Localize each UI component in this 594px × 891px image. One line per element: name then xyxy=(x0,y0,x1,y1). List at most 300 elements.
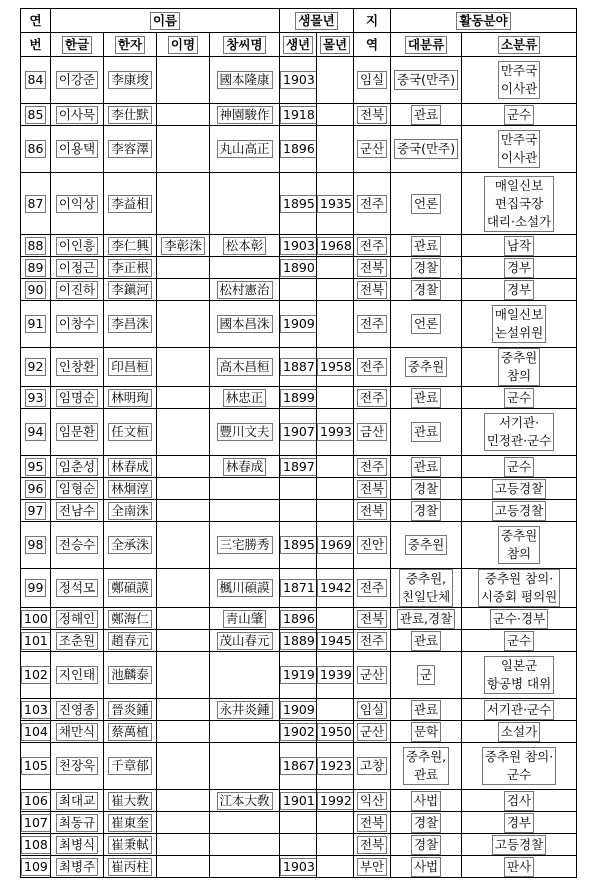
cell-region xyxy=(354,409,391,456)
cell-region-text: 군산 xyxy=(357,140,387,158)
cell-death-text: 1942 xyxy=(317,579,354,597)
cell-minor-box xyxy=(504,813,534,833)
cell-changssi xyxy=(210,173,280,235)
cell-hanja xyxy=(104,856,157,878)
cell-changssi xyxy=(210,743,280,790)
cell-minor-line: 민정관·군수 xyxy=(486,433,552,448)
table-row xyxy=(21,301,577,348)
cell-no-text: 102 xyxy=(21,666,51,684)
cell-changssi xyxy=(210,630,280,652)
cell-death xyxy=(317,652,354,699)
cell-hanja xyxy=(104,235,157,257)
cell-region-text: 부안 xyxy=(357,858,387,876)
cell-region-text: 익산 xyxy=(357,792,387,810)
cell-birth xyxy=(280,569,317,608)
cell-no-text: 91 xyxy=(25,315,47,333)
cell-no-text: 107 xyxy=(21,814,51,832)
cell-no xyxy=(21,387,51,409)
cell-hanja-text: 林明珣 xyxy=(108,389,152,407)
cell-death xyxy=(317,812,354,834)
cell-major-box xyxy=(411,791,441,811)
cell-hangul xyxy=(51,173,104,235)
cell-major-box xyxy=(411,314,441,334)
cell-minor-line: 검사 xyxy=(506,792,532,808)
cell-major xyxy=(391,856,462,878)
cell-no-text: 109 xyxy=(21,858,51,876)
cell-minor-line: 고등경찰 xyxy=(494,836,544,852)
cell-hanja-text: 全承洙 xyxy=(108,536,152,554)
cell-death xyxy=(317,522,354,569)
cell-minor-line: 만주국 xyxy=(500,63,538,78)
cell-hangul-text: 이정근 xyxy=(56,259,98,277)
cell-hanja xyxy=(104,608,157,630)
cell-minor xyxy=(462,652,577,699)
cell-no xyxy=(21,812,51,834)
cell-region xyxy=(354,257,391,279)
cell-no xyxy=(21,630,51,652)
cell-no xyxy=(21,652,51,699)
col-header-major-label: 대분류 xyxy=(405,36,447,54)
cell-changssi-text: 茂山春元 xyxy=(217,632,273,650)
cell-birth xyxy=(280,790,317,812)
cell-birth-text: 1901 xyxy=(280,792,317,810)
cell-minor-line: 일본군 xyxy=(500,658,538,673)
cell-major-line: 관료,경찰 xyxy=(399,610,453,626)
cell-major-line: 언론 xyxy=(413,316,439,331)
cell-major-box xyxy=(411,700,441,720)
col-group-field xyxy=(391,9,577,33)
cell-major xyxy=(391,257,462,279)
cell-birth-text: 1895 xyxy=(280,536,317,554)
cell-birth xyxy=(280,104,317,126)
cell-birth-text: 1887 xyxy=(280,358,317,376)
cell-hangul xyxy=(51,608,104,630)
cell-major-box xyxy=(411,388,441,408)
cell-hangul-text: 이인흥 xyxy=(56,237,98,255)
cell-changssi xyxy=(210,235,280,257)
col-header-region-bottom: 역 xyxy=(354,33,391,57)
cell-major-line: 관료 xyxy=(413,767,439,782)
cell-minor xyxy=(462,743,577,790)
cell-changssi-text: 江本大敎 xyxy=(217,792,273,810)
cell-minor xyxy=(462,57,577,104)
cell-major xyxy=(391,279,462,301)
cell-region-text: 전주 xyxy=(357,579,387,597)
cell-major-line: 중추원, xyxy=(405,571,447,586)
cell-minor-box xyxy=(484,656,554,694)
cell-no xyxy=(21,456,51,478)
cell-no-text: 94 xyxy=(25,423,47,441)
col-header-no-bottom: 번 xyxy=(21,33,51,57)
cell-region-text: 군산 xyxy=(357,723,387,741)
cell-no-text: 84 xyxy=(25,71,47,89)
cell-region xyxy=(354,279,391,301)
cell-no-text: 87 xyxy=(25,195,47,213)
cell-birth-text: 1902 xyxy=(280,723,317,741)
cell-hanja xyxy=(104,409,157,456)
cell-hangul-text: 진영종 xyxy=(56,701,98,719)
cell-hanja xyxy=(104,630,157,652)
cell-minor-box xyxy=(482,747,556,785)
cell-no-text: 95 xyxy=(25,458,47,476)
cell-hangul-text: 조춘원 xyxy=(56,632,98,650)
cell-minor-line: 이사관 xyxy=(500,150,538,165)
cell-no-text: 90 xyxy=(25,281,47,299)
cell-birth xyxy=(280,608,317,630)
cell-minor-line: 참의 xyxy=(506,546,532,561)
cell-major-box xyxy=(411,280,441,300)
cell-hangul-text: 최병식 xyxy=(56,836,98,854)
cell-birth xyxy=(280,409,317,456)
cell-hangul-text: 최병주 xyxy=(56,858,98,876)
cell-minor xyxy=(462,104,577,126)
cell-hangul-text: 전남수 xyxy=(56,502,98,520)
cell-minor-line: 군수 xyxy=(506,389,532,405)
cell-hangul xyxy=(51,301,104,348)
cell-death xyxy=(317,743,354,790)
cell-changssi-text: 豐川文夫 xyxy=(217,423,273,441)
cell-death-text: 1968 xyxy=(317,237,354,255)
cell-alias xyxy=(157,104,210,126)
cell-minor-line: 군수 xyxy=(506,767,532,782)
cell-major xyxy=(391,630,462,652)
cell-alias xyxy=(157,856,210,878)
cell-major xyxy=(391,569,462,608)
cell-hangul-text: 임명순 xyxy=(56,389,98,407)
cell-region xyxy=(354,235,391,257)
cell-hangul-text: 이진하 xyxy=(56,281,98,299)
collaborator-table xyxy=(20,8,577,878)
table-row xyxy=(21,630,577,652)
cell-major xyxy=(391,409,462,456)
cell-hangul xyxy=(51,522,104,569)
cell-death-text: 1935 xyxy=(317,195,354,213)
cell-hangul-text: 이사묵 xyxy=(56,106,98,124)
cell-hanja-text: 蔡萬植 xyxy=(108,723,152,741)
cell-death-text: 1992 xyxy=(317,792,354,810)
table-row xyxy=(21,652,577,699)
cell-no xyxy=(21,257,51,279)
cell-region xyxy=(354,834,391,856)
cell-alias xyxy=(157,569,210,608)
cell-major-box xyxy=(411,857,441,877)
cell-major-box xyxy=(394,139,458,159)
table-row xyxy=(21,387,577,409)
cell-major-box xyxy=(411,479,441,499)
cell-minor-box xyxy=(504,280,534,300)
cell-alias xyxy=(157,721,210,743)
cell-alias xyxy=(157,57,210,104)
cell-minor xyxy=(462,257,577,279)
cell-hangul xyxy=(51,57,104,104)
cell-major-box xyxy=(411,501,441,521)
cell-major-line: 관료 xyxy=(413,632,439,648)
cell-minor xyxy=(462,500,577,522)
cell-major-line: 중추원 xyxy=(407,537,445,552)
cell-minor-line: 중추원 xyxy=(500,528,538,543)
cell-changssi xyxy=(210,856,280,878)
cell-minor-line: 항공병 대위 xyxy=(486,676,552,691)
cell-death xyxy=(317,104,354,126)
cell-no-text: 88 xyxy=(25,237,47,255)
cell-major-line: 친일단체 xyxy=(401,589,451,604)
cell-death xyxy=(317,456,354,478)
cell-no xyxy=(21,235,51,257)
cell-alias-text: 李彰洙 xyxy=(161,237,205,255)
cell-alias xyxy=(157,630,210,652)
cell-region-text: 전주 xyxy=(357,315,387,333)
cell-major xyxy=(391,57,462,104)
cell-birth xyxy=(280,478,317,500)
table-row xyxy=(21,743,577,790)
cell-minor xyxy=(462,721,577,743)
cell-hanja-text: 李康埈 xyxy=(108,71,152,89)
cell-hangul xyxy=(51,387,104,409)
cell-minor-box xyxy=(504,236,534,256)
table-row xyxy=(21,173,577,235)
cell-birth xyxy=(280,126,317,173)
cell-hangul-text: 이용택 xyxy=(56,140,98,158)
cell-hangul xyxy=(51,812,104,834)
cell-major xyxy=(391,721,462,743)
cell-changssi xyxy=(210,301,280,348)
cell-region xyxy=(354,57,391,104)
cell-alias xyxy=(157,456,210,478)
cell-minor-box xyxy=(504,791,534,811)
cell-hangul-text: 인창환 xyxy=(56,358,98,376)
cell-region xyxy=(354,652,391,699)
cell-major-box xyxy=(411,236,441,256)
cell-minor-box xyxy=(504,857,534,877)
cell-minor-line: 이사관 xyxy=(500,81,538,96)
cell-major-line: 중추원 xyxy=(407,359,445,374)
cell-changssi-text: 神園駿作 xyxy=(217,106,273,124)
cell-death xyxy=(317,834,354,856)
cell-major-line: 관료 xyxy=(413,237,439,253)
cell-birth-text: 1903 xyxy=(280,237,317,255)
cell-major-line: 경찰 xyxy=(413,814,439,830)
cell-death-text: 1969 xyxy=(317,536,354,554)
cell-no-text: 98 xyxy=(25,536,47,554)
cell-changssi-text: 林春成 xyxy=(223,458,267,476)
table-row xyxy=(21,856,577,878)
cell-hangul-text: 정해인 xyxy=(56,610,98,628)
cell-death xyxy=(317,790,354,812)
cell-region-text: 전북 xyxy=(357,814,387,832)
cell-minor xyxy=(462,456,577,478)
cell-hanja-text: 林春成 xyxy=(108,458,152,476)
cell-hanja-text: 李鎭河 xyxy=(108,281,152,299)
cell-death-text: 1950 xyxy=(317,723,354,741)
cell-hangul xyxy=(51,856,104,878)
cell-minor xyxy=(462,856,577,878)
cell-birth-text: 1897 xyxy=(280,458,317,476)
cell-hanja xyxy=(104,743,157,790)
cell-hangul xyxy=(51,235,104,257)
cell-changssi xyxy=(210,834,280,856)
cell-region xyxy=(354,500,391,522)
cell-hangul xyxy=(51,743,104,790)
cell-minor xyxy=(462,478,577,500)
cell-region xyxy=(354,608,391,630)
cell-birth xyxy=(280,812,317,834)
cell-region xyxy=(354,387,391,409)
cell-minor xyxy=(462,630,577,652)
cell-major xyxy=(391,301,462,348)
cell-changssi xyxy=(210,409,280,456)
table-body xyxy=(21,57,577,878)
cell-hanja xyxy=(104,500,157,522)
cell-hanja xyxy=(104,279,157,301)
cell-alias xyxy=(157,699,210,721)
cell-hangul xyxy=(51,790,104,812)
cell-region-text: 전북 xyxy=(357,281,387,299)
cell-minor-line: 군수 xyxy=(506,106,532,122)
cell-hangul-text: 정석모 xyxy=(56,579,98,597)
cell-minor-box xyxy=(504,258,534,278)
cell-minor-line: 군수 xyxy=(506,632,532,648)
cell-major-line: 사법 xyxy=(413,858,439,874)
cell-hanja xyxy=(104,721,157,743)
cell-minor xyxy=(462,834,577,856)
cell-minor xyxy=(462,569,577,608)
cell-minor xyxy=(462,301,577,348)
cell-region-text: 전주 xyxy=(357,632,387,650)
cell-no-text: 103 xyxy=(21,701,51,719)
cell-changssi xyxy=(210,57,280,104)
cell-birth-text: 1896 xyxy=(280,610,317,628)
cell-minor-line: 소설가 xyxy=(500,723,538,739)
cell-birth-text: 1895 xyxy=(280,195,317,213)
cell-major-line: 관료 xyxy=(413,701,439,717)
cell-hangul-text: 이강준 xyxy=(56,71,98,89)
cell-birth xyxy=(280,348,317,387)
cell-birth-text: 1889 xyxy=(280,632,317,650)
cell-no-text: 105 xyxy=(21,757,51,775)
cell-alias xyxy=(157,126,210,173)
cell-minor-box xyxy=(492,835,546,855)
cell-hanja xyxy=(104,834,157,856)
cell-minor-line: 매일신보 xyxy=(494,307,544,322)
cell-major-box xyxy=(405,357,447,377)
cell-no xyxy=(21,743,51,790)
cell-hanja xyxy=(104,57,157,104)
cell-hanja-text: 崔大敎 xyxy=(108,792,152,810)
cell-minor xyxy=(462,699,577,721)
cell-hangul-text: 이창수 xyxy=(56,315,98,333)
cell-no xyxy=(21,279,51,301)
cell-hangul-text: 이익상 xyxy=(56,195,98,213)
cell-hangul xyxy=(51,456,104,478)
cell-major-box xyxy=(411,835,441,855)
cell-changssi xyxy=(210,257,280,279)
cell-birth xyxy=(280,522,317,569)
cell-region-text: 전북 xyxy=(357,502,387,520)
cell-major-line: 관료 xyxy=(413,424,439,439)
cell-hangul-text: 임문환 xyxy=(56,423,98,441)
cell-major-box xyxy=(411,105,441,125)
cell-no-text: 106 xyxy=(21,792,51,810)
cell-minor-line: 판사 xyxy=(506,858,532,874)
cell-hanja-text: 李容澤 xyxy=(108,140,152,158)
cell-alias xyxy=(157,478,210,500)
cell-minor-box xyxy=(498,526,540,564)
cell-death xyxy=(317,57,354,104)
cell-changssi xyxy=(210,569,280,608)
cell-death xyxy=(317,126,354,173)
cell-alias xyxy=(157,301,210,348)
cell-birth xyxy=(280,387,317,409)
cell-birth-text: 1909 xyxy=(280,315,317,333)
cell-no-text: 85 xyxy=(25,106,47,124)
cell-birth-text: 1918 xyxy=(280,106,317,124)
cell-minor xyxy=(462,790,577,812)
col-header-hanja xyxy=(104,33,157,57)
cell-birth-text: 1899 xyxy=(280,389,317,407)
cell-region-text: 임실 xyxy=(357,71,387,89)
cell-hanja-text: 池麟泰 xyxy=(108,666,152,684)
cell-region xyxy=(354,856,391,878)
cell-no xyxy=(21,348,51,387)
cell-death-text: 1958 xyxy=(317,358,354,376)
cell-hangul-text: 임춘성 xyxy=(56,458,98,476)
cell-minor xyxy=(462,348,577,387)
cell-death xyxy=(317,478,354,500)
cell-minor-line: 경부 xyxy=(506,281,532,297)
cell-major-box xyxy=(411,631,441,651)
col-group-name xyxy=(51,9,280,33)
cell-changssi-text: 國本昌洙 xyxy=(217,315,273,333)
cell-changssi-text: 楓川碩謨 xyxy=(217,579,273,597)
cell-death xyxy=(317,257,354,279)
cell-major xyxy=(391,743,462,790)
table-row xyxy=(21,348,577,387)
cell-minor xyxy=(462,608,577,630)
cell-major-line: 경찰 xyxy=(413,480,439,496)
table-row xyxy=(21,478,577,500)
cell-major-box xyxy=(411,194,441,214)
cell-hanja xyxy=(104,699,157,721)
cell-birth xyxy=(280,834,317,856)
cell-alias xyxy=(157,387,210,409)
cell-changssi-text: 松本彰 xyxy=(223,237,267,255)
cell-no xyxy=(21,104,51,126)
cell-alias xyxy=(157,235,210,257)
cell-minor-line: 논설위원 xyxy=(494,325,544,340)
col-header-alias xyxy=(157,33,210,57)
cell-major xyxy=(391,387,462,409)
col-header-death xyxy=(317,33,354,57)
cell-changssi xyxy=(210,500,280,522)
table-row xyxy=(21,790,577,812)
cell-major xyxy=(391,608,462,630)
cell-major xyxy=(391,456,462,478)
cell-hanja xyxy=(104,790,157,812)
cell-hangul xyxy=(51,348,104,387)
cell-no-text: 104 xyxy=(21,723,51,741)
cell-minor-line: 서기관·군수 xyxy=(486,701,552,717)
col-group-life xyxy=(280,9,354,33)
cell-major xyxy=(391,126,462,173)
cell-major-line: 관료 xyxy=(413,458,439,474)
cell-major xyxy=(391,478,462,500)
cell-death xyxy=(317,409,354,456)
cell-death xyxy=(317,856,354,878)
cell-minor-box xyxy=(504,105,534,125)
col-header-major xyxy=(391,33,462,57)
cell-hangul xyxy=(51,569,104,608)
cell-major-box xyxy=(411,258,441,278)
